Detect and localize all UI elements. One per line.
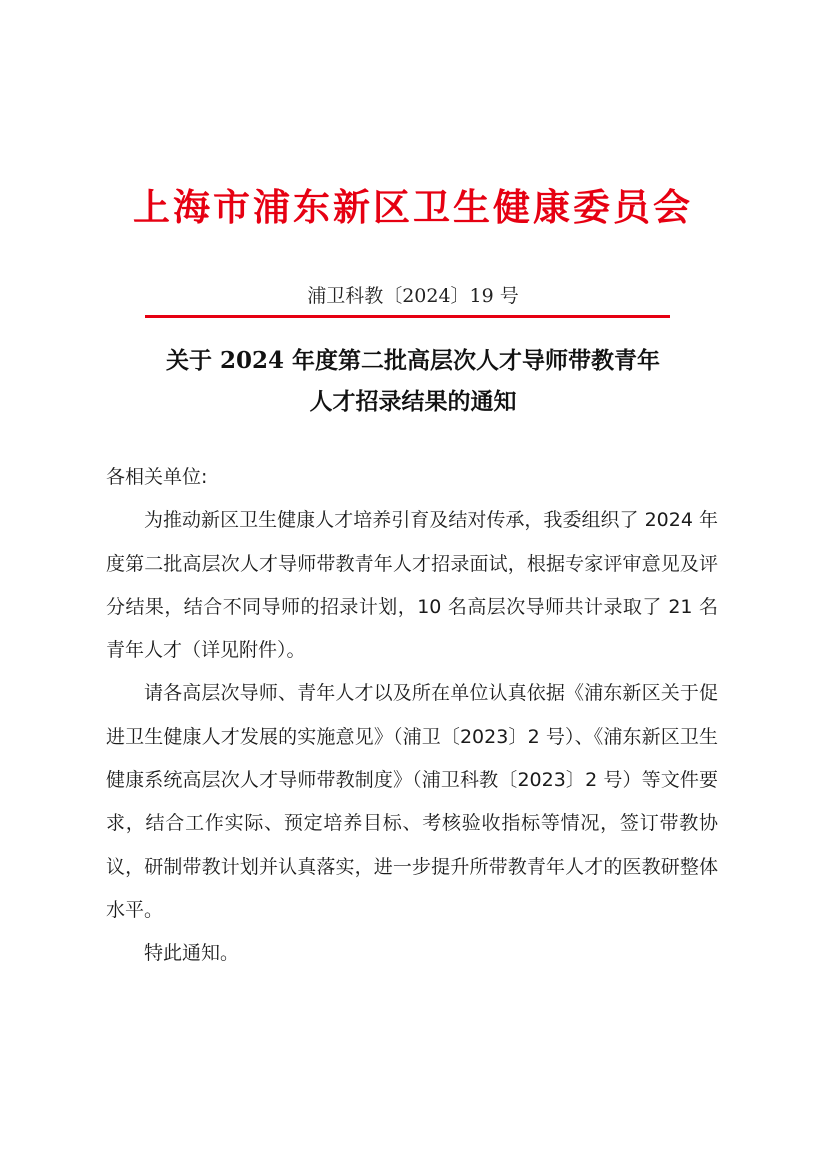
title-line-2: 人才招录结果的通知 xyxy=(309,388,517,415)
salutation: 各相关单位: xyxy=(106,466,208,488)
document-body xyxy=(106,456,718,976)
title-line-1: 关于 2024 年度第二批高层次人才导师带教青年 xyxy=(165,347,661,374)
issuing-organization-header: 上海市浦东新区卫生健康委员会 xyxy=(133,185,693,229)
body-paragraph-2: 请各高层次导师、青年人才以及所在单位认真依据《浦东新区关于促进卫生健康人才发展的实施意见》（浦卫〔2023〕2 号）、《浦东新区卫生健康系统高层次人才导师带教制度》（浦卫科教〔2023〕2 号）等文件要求，结合工作实际、预定培养目标、考核验收指标等情况，签订带教协议，研制带教计划并认真落实，进一步提升所带教青年人才的医教研整体水平。 xyxy=(106,682,718,921)
document-title xyxy=(0,340,826,422)
red-separator-line xyxy=(145,315,670,318)
document-number: 浦卫科教〔2024〕19 号 xyxy=(307,285,519,307)
closing-remark: 特此通知。 xyxy=(144,942,240,965)
body-paragraph-1: 为推动新区卫生健康人才培养引育及结对传承，我委组织了 2024 年度第二批高层次人才导师带教青年人才招录面试，根据专家评审意见及评分结果，结合不同导师的招录计划，10 名高层次导师共计录取了 21 名青年人才（详见附件）。 xyxy=(106,509,718,662)
